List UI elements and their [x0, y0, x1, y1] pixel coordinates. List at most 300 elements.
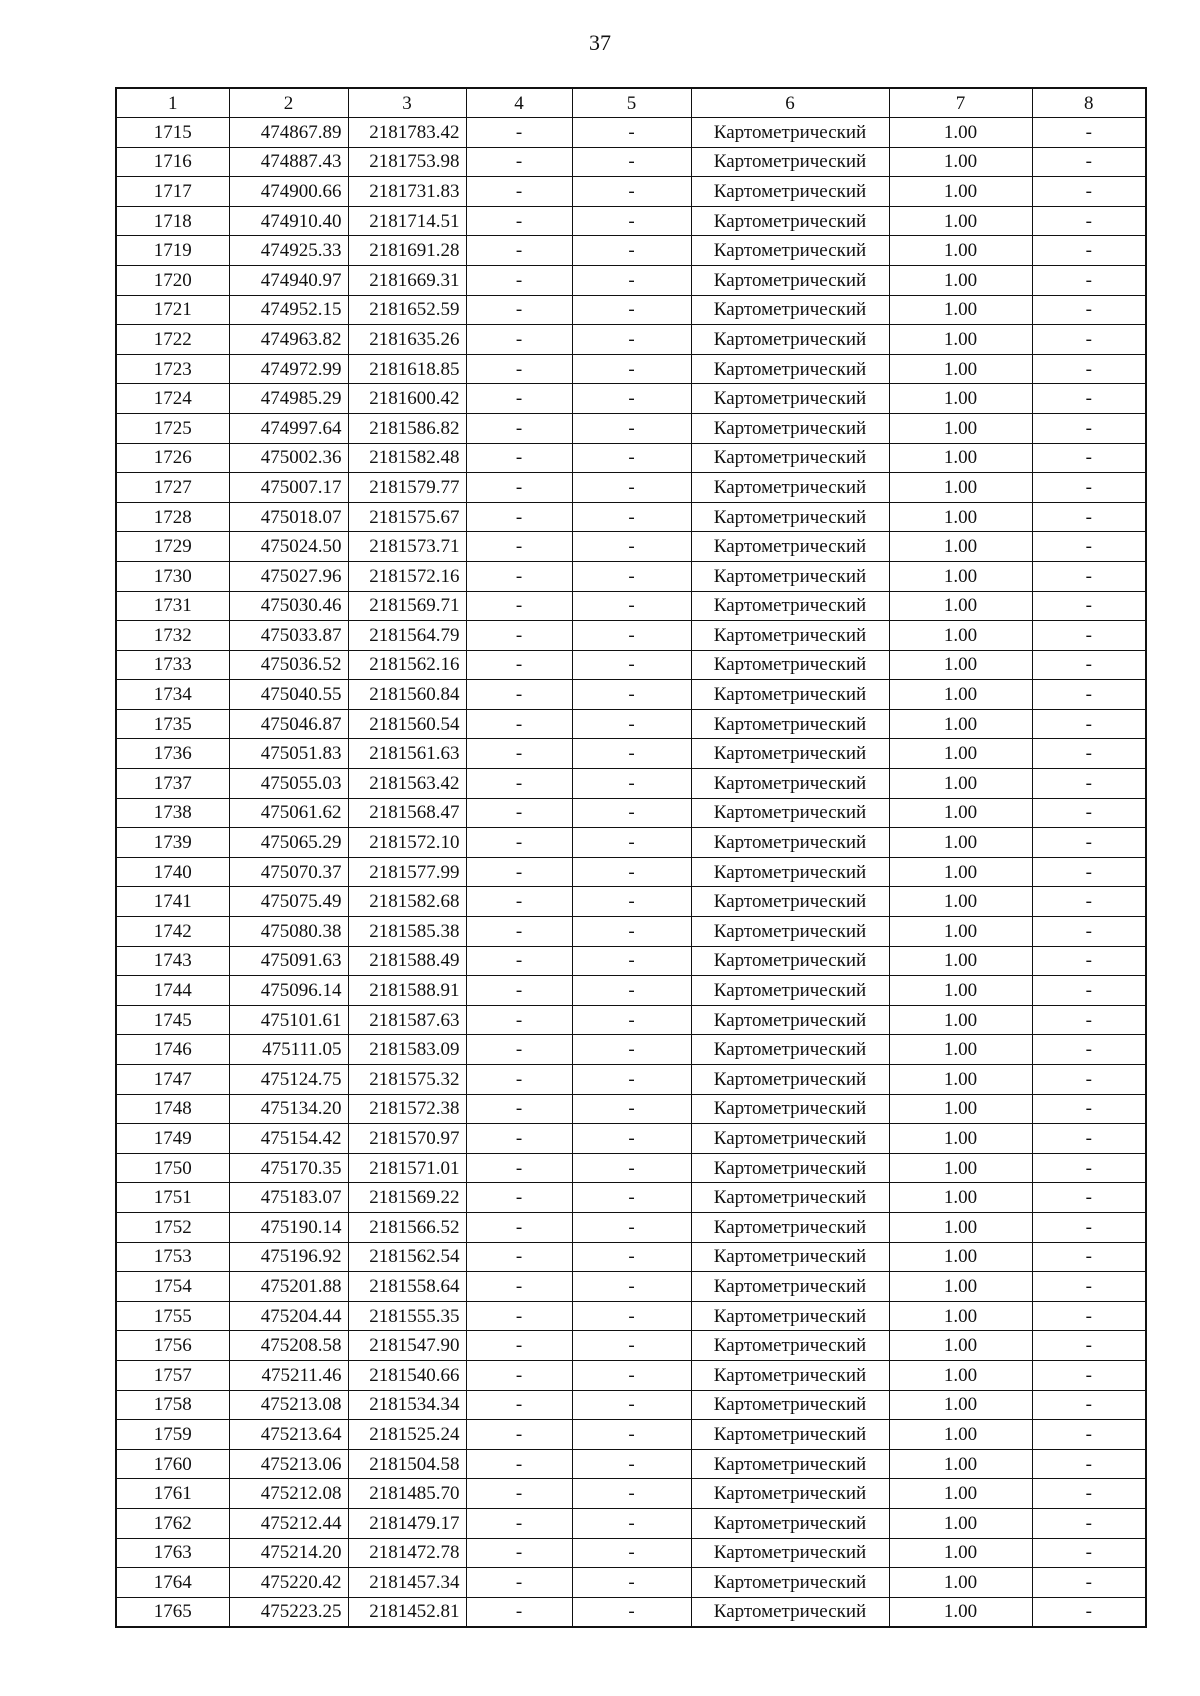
- col5-cell: -: [572, 1035, 691, 1065]
- accuracy-cell: 1.00: [889, 325, 1032, 355]
- table-row: [116, 769, 1146, 799]
- col4-cell: -: [466, 828, 572, 858]
- col8-cell: -: [1032, 295, 1146, 325]
- table-row: [116, 976, 1146, 1006]
- y-coordinate-cell: 2181561.63: [348, 739, 466, 769]
- accuracy-cell: 1.00: [889, 1538, 1032, 1568]
- point-number-cell: 1753: [116, 1242, 229, 1272]
- table-row: [116, 591, 1146, 621]
- accuracy-cell: 1.00: [889, 1360, 1032, 1390]
- y-coordinate-cell: 2181587.63: [348, 1005, 466, 1035]
- col8-cell: -: [1032, 1538, 1146, 1568]
- point-number-cell: 1743: [116, 946, 229, 976]
- x-coordinate-cell: 475220.42: [229, 1568, 348, 1598]
- method-cell: Картометрический: [691, 532, 889, 562]
- point-number-cell: 1761: [116, 1479, 229, 1509]
- method-cell: Картометрический: [691, 1301, 889, 1331]
- col8-cell: -: [1032, 532, 1146, 562]
- table-row: [116, 1005, 1146, 1035]
- point-number-cell: 1717: [116, 177, 229, 207]
- col5-cell: -: [572, 147, 691, 177]
- point-number-cell: 1762: [116, 1508, 229, 1538]
- col5-cell: -: [572, 1597, 691, 1627]
- x-coordinate-cell: 475111.05: [229, 1035, 348, 1065]
- col5-cell: -: [572, 413, 691, 443]
- col5-cell: -: [572, 739, 691, 769]
- col8-cell: -: [1032, 650, 1146, 680]
- col8-cell: -: [1032, 680, 1146, 710]
- table-row: [116, 295, 1146, 325]
- accuracy-cell: 1.00: [889, 502, 1032, 532]
- accuracy-cell: 1.00: [889, 295, 1032, 325]
- y-coordinate-cell: 2181635.26: [348, 325, 466, 355]
- y-coordinate-cell: 2181583.09: [348, 1035, 466, 1065]
- point-number-cell: 1738: [116, 798, 229, 828]
- accuracy-cell: 1.00: [889, 739, 1032, 769]
- col4-cell: -: [466, 1479, 572, 1509]
- y-coordinate-cell: 2181579.77: [348, 473, 466, 503]
- col8-cell: -: [1032, 976, 1146, 1006]
- col5-cell: -: [572, 1479, 691, 1509]
- col8-cell: -: [1032, 561, 1146, 591]
- col5-cell: -: [572, 1420, 691, 1450]
- col8-cell: -: [1032, 1005, 1146, 1035]
- col8-cell: -: [1032, 325, 1146, 355]
- method-cell: Картометрический: [691, 325, 889, 355]
- x-coordinate-cell: 475201.88: [229, 1272, 348, 1302]
- method-cell: Картометрический: [691, 1212, 889, 1242]
- y-coordinate-cell: 2181569.22: [348, 1183, 466, 1213]
- accuracy-cell: 1.00: [889, 887, 1032, 917]
- y-coordinate-cell: 2181572.38: [348, 1094, 466, 1124]
- column-header: 3: [348, 88, 466, 118]
- table-row: [116, 1479, 1146, 1509]
- col4-cell: -: [466, 917, 572, 947]
- y-coordinate-cell: 2181479.17: [348, 1508, 466, 1538]
- x-coordinate-cell: 475002.36: [229, 443, 348, 473]
- x-coordinate-cell: 475170.35: [229, 1153, 348, 1183]
- col4-cell: -: [466, 325, 572, 355]
- y-coordinate-cell: 2181566.52: [348, 1212, 466, 1242]
- col8-cell: -: [1032, 265, 1146, 295]
- col8-cell: -: [1032, 1360, 1146, 1390]
- col8-cell: -: [1032, 887, 1146, 917]
- col4-cell: -: [466, 1272, 572, 1302]
- col8-cell: -: [1032, 206, 1146, 236]
- y-coordinate-cell: 2181669.31: [348, 265, 466, 295]
- table-row: [116, 1183, 1146, 1213]
- col5-cell: -: [572, 354, 691, 384]
- col5-cell: -: [572, 561, 691, 591]
- y-coordinate-cell: 2181540.66: [348, 1360, 466, 1390]
- accuracy-cell: 1.00: [889, 236, 1032, 266]
- col8-cell: -: [1032, 1597, 1146, 1627]
- x-coordinate-cell: 474910.40: [229, 206, 348, 236]
- col5-cell: -: [572, 1360, 691, 1390]
- point-number-cell: 1718: [116, 206, 229, 236]
- method-cell: Картометрический: [691, 1065, 889, 1095]
- col4-cell: -: [466, 384, 572, 414]
- x-coordinate-cell: 475214.20: [229, 1538, 348, 1568]
- table-row: [116, 118, 1146, 148]
- point-number-cell: 1765: [116, 1597, 229, 1627]
- col4-cell: -: [466, 1360, 572, 1390]
- accuracy-cell: 1.00: [889, 828, 1032, 858]
- col4-cell: -: [466, 1242, 572, 1272]
- point-number-cell: 1764: [116, 1568, 229, 1598]
- accuracy-cell: 1.00: [889, 561, 1032, 591]
- method-cell: Картометрический: [691, 502, 889, 532]
- table-row: [116, 206, 1146, 236]
- method-cell: Картометрический: [691, 1005, 889, 1035]
- x-coordinate-cell: 474963.82: [229, 325, 348, 355]
- point-number-cell: 1734: [116, 680, 229, 710]
- column-header: 5: [572, 88, 691, 118]
- method-cell: Картометрический: [691, 473, 889, 503]
- col5-cell: -: [572, 650, 691, 680]
- method-cell: Картометрический: [691, 561, 889, 591]
- accuracy-cell: 1.00: [889, 1183, 1032, 1213]
- y-coordinate-cell: 2181575.67: [348, 502, 466, 532]
- col4-cell: -: [466, 265, 572, 295]
- accuracy-cell: 1.00: [889, 206, 1032, 236]
- x-coordinate-cell: 475096.14: [229, 976, 348, 1006]
- col8-cell: -: [1032, 1153, 1146, 1183]
- x-coordinate-cell: 474952.15: [229, 295, 348, 325]
- x-coordinate-cell: 475075.49: [229, 887, 348, 917]
- x-coordinate-cell: 475091.63: [229, 946, 348, 976]
- point-number-cell: 1733: [116, 650, 229, 680]
- col8-cell: -: [1032, 709, 1146, 739]
- col4-cell: -: [466, 1508, 572, 1538]
- x-coordinate-cell: 474985.29: [229, 384, 348, 414]
- table-row: [116, 1331, 1146, 1361]
- accuracy-cell: 1.00: [889, 532, 1032, 562]
- y-coordinate-cell: 2181525.24: [348, 1420, 466, 1450]
- table-row: [116, 147, 1146, 177]
- x-coordinate-cell: 475134.20: [229, 1094, 348, 1124]
- x-coordinate-cell: 475070.37: [229, 857, 348, 887]
- table-row: [116, 680, 1146, 710]
- y-coordinate-cell: 2181457.34: [348, 1568, 466, 1598]
- table-row: [116, 265, 1146, 295]
- col5-cell: -: [572, 946, 691, 976]
- col5-cell: -: [572, 1272, 691, 1302]
- col5-cell: -: [572, 1331, 691, 1361]
- method-cell: Картометрический: [691, 798, 889, 828]
- accuracy-cell: 1.00: [889, 769, 1032, 799]
- point-number-cell: 1755: [116, 1301, 229, 1331]
- accuracy-cell: 1.00: [889, 1420, 1032, 1450]
- point-number-cell: 1716: [116, 147, 229, 177]
- accuracy-cell: 1.00: [889, 709, 1032, 739]
- y-coordinate-cell: 2181569.71: [348, 591, 466, 621]
- point-number-cell: 1758: [116, 1390, 229, 1420]
- col4-cell: -: [466, 236, 572, 266]
- coordinates-table: [115, 87, 1147, 1628]
- x-coordinate-cell: 475018.07: [229, 502, 348, 532]
- y-coordinate-cell: 2181588.49: [348, 946, 466, 976]
- col5-cell: -: [572, 857, 691, 887]
- col4-cell: -: [466, 354, 572, 384]
- y-coordinate-cell: 2181485.70: [348, 1479, 466, 1509]
- table-row: [116, 473, 1146, 503]
- accuracy-cell: 1.00: [889, 1065, 1032, 1095]
- col4-cell: -: [466, 1331, 572, 1361]
- accuracy-cell: 1.00: [889, 976, 1032, 1006]
- col4-cell: -: [466, 946, 572, 976]
- col8-cell: -: [1032, 413, 1146, 443]
- col4-cell: -: [466, 1035, 572, 1065]
- col8-cell: -: [1032, 354, 1146, 384]
- y-coordinate-cell: 2181452.81: [348, 1597, 466, 1627]
- x-coordinate-cell: 475154.42: [229, 1124, 348, 1154]
- method-cell: Картометрический: [691, 680, 889, 710]
- x-coordinate-cell: 474867.89: [229, 118, 348, 148]
- point-number-cell: 1760: [116, 1449, 229, 1479]
- col5-cell: -: [572, 769, 691, 799]
- accuracy-cell: 1.00: [889, 1212, 1032, 1242]
- method-cell: Картометрический: [691, 1153, 889, 1183]
- method-cell: Картометрический: [691, 1035, 889, 1065]
- method-cell: Картометрический: [691, 1124, 889, 1154]
- point-number-cell: 1751: [116, 1183, 229, 1213]
- point-number-cell: 1754: [116, 1272, 229, 1302]
- y-coordinate-cell: 2181586.82: [348, 413, 466, 443]
- table-row: [116, 1212, 1146, 1242]
- col4-cell: -: [466, 1065, 572, 1095]
- y-coordinate-cell: 2181555.35: [348, 1301, 466, 1331]
- col5-cell: -: [572, 206, 691, 236]
- point-number-cell: 1722: [116, 325, 229, 355]
- y-coordinate-cell: 2181652.59: [348, 295, 466, 325]
- column-header: 7: [889, 88, 1032, 118]
- y-coordinate-cell: 2181731.83: [348, 177, 466, 207]
- y-coordinate-cell: 2181585.38: [348, 917, 466, 947]
- method-cell: Картометрический: [691, 976, 889, 1006]
- y-coordinate-cell: 2181570.97: [348, 1124, 466, 1154]
- table-row: [116, 1272, 1146, 1302]
- col4-cell: -: [466, 1153, 572, 1183]
- table-row: [116, 798, 1146, 828]
- method-cell: Картометрический: [691, 591, 889, 621]
- y-coordinate-cell: 2181534.34: [348, 1390, 466, 1420]
- col5-cell: -: [572, 1568, 691, 1598]
- y-coordinate-cell: 2181560.54: [348, 709, 466, 739]
- x-coordinate-cell: 474997.64: [229, 413, 348, 443]
- x-coordinate-cell: 475040.55: [229, 680, 348, 710]
- x-coordinate-cell: 475213.06: [229, 1449, 348, 1479]
- col5-cell: -: [572, 1065, 691, 1095]
- col4-cell: -: [466, 739, 572, 769]
- y-coordinate-cell: 2181562.16: [348, 650, 466, 680]
- col5-cell: -: [572, 295, 691, 325]
- method-cell: Картометрический: [691, 1360, 889, 1390]
- x-coordinate-cell: 475213.08: [229, 1390, 348, 1420]
- table-row: [116, 236, 1146, 266]
- y-coordinate-cell: 2181568.47: [348, 798, 466, 828]
- point-number-cell: 1742: [116, 917, 229, 947]
- col4-cell: -: [466, 798, 572, 828]
- table-row: [116, 917, 1146, 947]
- y-coordinate-cell: 2181560.84: [348, 680, 466, 710]
- table-row: [116, 532, 1146, 562]
- table-row: [116, 650, 1146, 680]
- accuracy-cell: 1.00: [889, 384, 1032, 414]
- point-number-cell: 1757: [116, 1360, 229, 1390]
- col4-cell: -: [466, 591, 572, 621]
- col4-cell: -: [466, 621, 572, 651]
- x-coordinate-cell: 474887.43: [229, 147, 348, 177]
- table-row: [116, 1065, 1146, 1095]
- col8-cell: -: [1032, 828, 1146, 858]
- col4-cell: -: [466, 857, 572, 887]
- col8-cell: -: [1032, 1508, 1146, 1538]
- point-number-cell: 1725: [116, 413, 229, 443]
- point-number-cell: 1735: [116, 709, 229, 739]
- x-coordinate-cell: 475080.38: [229, 917, 348, 947]
- point-number-cell: 1748: [116, 1094, 229, 1124]
- accuracy-cell: 1.00: [889, 1508, 1032, 1538]
- col4-cell: -: [466, 206, 572, 236]
- col5-cell: -: [572, 887, 691, 917]
- method-cell: Картометрический: [691, 709, 889, 739]
- col5-cell: -: [572, 798, 691, 828]
- method-cell: Картометрический: [691, 1597, 889, 1627]
- column-header: 2: [229, 88, 348, 118]
- method-cell: Картометрический: [691, 1449, 889, 1479]
- x-coordinate-cell: 474940.97: [229, 265, 348, 295]
- col8-cell: -: [1032, 1094, 1146, 1124]
- table-row: [116, 177, 1146, 207]
- col4-cell: -: [466, 443, 572, 473]
- accuracy-cell: 1.00: [889, 1242, 1032, 1272]
- table-row: [116, 502, 1146, 532]
- point-number-cell: 1731: [116, 591, 229, 621]
- y-coordinate-cell: 2181572.16: [348, 561, 466, 591]
- point-number-cell: 1759: [116, 1420, 229, 1450]
- method-cell: Картометрический: [691, 147, 889, 177]
- method-cell: Картометрический: [691, 1508, 889, 1538]
- method-cell: Картометрический: [691, 1242, 889, 1272]
- accuracy-cell: 1.00: [889, 1005, 1032, 1035]
- point-number-cell: 1763: [116, 1538, 229, 1568]
- point-number-cell: 1715: [116, 118, 229, 148]
- y-coordinate-cell: 2181582.68: [348, 887, 466, 917]
- table-row: [116, 1153, 1146, 1183]
- y-coordinate-cell: 2181562.54: [348, 1242, 466, 1272]
- column-header: 1: [116, 88, 229, 118]
- y-coordinate-cell: 2181573.71: [348, 532, 466, 562]
- method-cell: Картометрический: [691, 1094, 889, 1124]
- method-cell: Картометрический: [691, 887, 889, 917]
- table-row: [116, 354, 1146, 384]
- point-number-cell: 1737: [116, 769, 229, 799]
- y-coordinate-cell: 2181472.78: [348, 1538, 466, 1568]
- col8-cell: -: [1032, 443, 1146, 473]
- point-number-cell: 1745: [116, 1005, 229, 1035]
- x-coordinate-cell: 475051.83: [229, 739, 348, 769]
- col8-cell: -: [1032, 798, 1146, 828]
- table-row: [116, 1420, 1146, 1450]
- col5-cell: -: [572, 532, 691, 562]
- col5-cell: -: [572, 1508, 691, 1538]
- col8-cell: -: [1032, 1124, 1146, 1154]
- table-row: [116, 413, 1146, 443]
- method-cell: Картометрический: [691, 118, 889, 148]
- table-row: [116, 739, 1146, 769]
- col4-cell: -: [466, 1212, 572, 1242]
- x-coordinate-cell: 475211.46: [229, 1360, 348, 1390]
- x-coordinate-cell: 475046.87: [229, 709, 348, 739]
- point-number-cell: 1739: [116, 828, 229, 858]
- method-cell: Картометрический: [691, 739, 889, 769]
- table-row: [116, 1390, 1146, 1420]
- method-cell: Картометрический: [691, 917, 889, 947]
- point-number-cell: 1732: [116, 621, 229, 651]
- col4-cell: -: [466, 561, 572, 591]
- method-cell: Картометрический: [691, 443, 889, 473]
- x-coordinate-cell: 475027.96: [229, 561, 348, 591]
- accuracy-cell: 1.00: [889, 1094, 1032, 1124]
- x-coordinate-cell: 474972.99: [229, 354, 348, 384]
- method-cell: Картометрический: [691, 384, 889, 414]
- y-coordinate-cell: 2181504.58: [348, 1449, 466, 1479]
- col8-cell: -: [1032, 1272, 1146, 1302]
- accuracy-cell: 1.00: [889, 1035, 1032, 1065]
- point-number-cell: 1740: [116, 857, 229, 887]
- accuracy-cell: 1.00: [889, 857, 1032, 887]
- col5-cell: -: [572, 502, 691, 532]
- col8-cell: -: [1032, 384, 1146, 414]
- table-row: [116, 561, 1146, 591]
- y-coordinate-cell: 2181753.98: [348, 147, 466, 177]
- table-row: [116, 1242, 1146, 1272]
- col8-cell: -: [1032, 917, 1146, 947]
- col8-cell: -: [1032, 1242, 1146, 1272]
- accuracy-cell: 1.00: [889, 917, 1032, 947]
- table-row: [116, 1301, 1146, 1331]
- accuracy-cell: 1.00: [889, 473, 1032, 503]
- point-number-cell: 1746: [116, 1035, 229, 1065]
- method-cell: Картометрический: [691, 206, 889, 236]
- table-row: [116, 1508, 1146, 1538]
- col8-cell: -: [1032, 1035, 1146, 1065]
- x-coordinate-cell: 475065.29: [229, 828, 348, 858]
- accuracy-cell: 1.00: [889, 1272, 1032, 1302]
- method-cell: Картометрический: [691, 295, 889, 325]
- accuracy-cell: 1.00: [889, 354, 1032, 384]
- col5-cell: -: [572, 680, 691, 710]
- col4-cell: -: [466, 680, 572, 710]
- point-number-cell: 1752: [116, 1212, 229, 1242]
- x-coordinate-cell: 474925.33: [229, 236, 348, 266]
- x-coordinate-cell: 475007.17: [229, 473, 348, 503]
- method-cell: Картометрический: [691, 1331, 889, 1361]
- column-header: 6: [691, 88, 889, 118]
- col8-cell: -: [1032, 1212, 1146, 1242]
- col4-cell: -: [466, 532, 572, 562]
- y-coordinate-cell: 2181691.28: [348, 236, 466, 266]
- col4-cell: -: [466, 1538, 572, 1568]
- col5-cell: -: [572, 709, 691, 739]
- accuracy-cell: 1.00: [889, 1597, 1032, 1627]
- x-coordinate-cell: 475036.52: [229, 650, 348, 680]
- point-number-cell: 1741: [116, 887, 229, 917]
- col8-cell: -: [1032, 236, 1146, 266]
- col8-cell: -: [1032, 1568, 1146, 1598]
- x-coordinate-cell: 475223.25: [229, 1597, 348, 1627]
